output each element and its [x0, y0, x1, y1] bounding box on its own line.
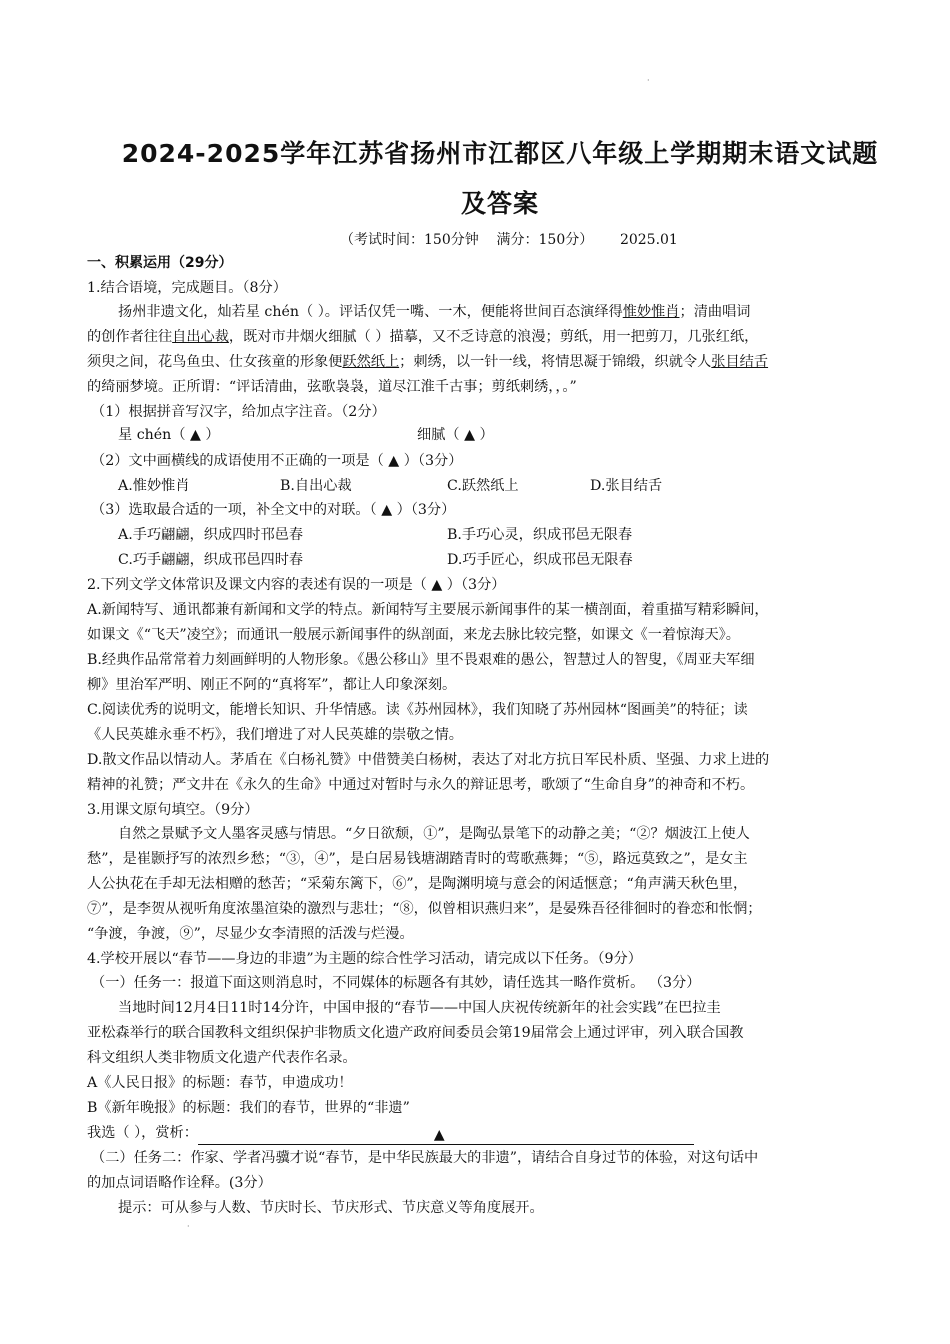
underlined-idiom: 惟妙惟肖 [622, 304, 680, 320]
q2-option-d-cont: 精神的礼赞；严文井在《永久的生命》中通过对暂时与永久的辩证思考，歌颂了“生命自身”的神奇和不朽。 [87, 777, 755, 793]
q1-sub2-option-c: C.跃然纸上 [447, 478, 519, 494]
text: ；清曲唱词 [679, 304, 751, 320]
section-heading: 一、积累运用（29分） [87, 255, 233, 271]
q3-text-line: “争渡，争渡，⑨”，尽显少女李清照的活泼与烂漫。 [87, 926, 414, 942]
q2-option-c-cont: 《人民英雄永垂不朽》，我们增进了对人民英雄的崇敬之情。 [87, 727, 463, 743]
q1-sub2-option-d: D.张目结舌 [590, 478, 663, 494]
q2-option-d: D.散文作品以情动人。茅盾在《白杨礼赞》中借赞美白杨树，表达了对北方抗日军民朴质、坚强、力求上进的 [87, 752, 770, 768]
text: 的创作者往往 [87, 329, 173, 345]
q2-stem: 2.下列文学文体常识及课文内容的表述有误的一项是（ ▲ ）（3分） [87, 577, 506, 593]
q1-sub3: （3）选取最合适的一项，补全文中的对联。（ ▲ ）（3分） [91, 502, 456, 518]
q1-sub1-answer-b: 细腻（ ▲ ） [417, 427, 494, 443]
q4-headline-b: B《新年晚报》的标题：我们的春节，世界的“非遗” [87, 1100, 410, 1116]
text: 扬州非遗文化，灿若星 chén（ ）。评话仅凭一嘴、一木，便能将世间百态演绎得 [118, 304, 623, 320]
q1-sub3-option-c: C.巧手翩翩，织成邗邑四时春 [118, 552, 304, 568]
q4-headline-a: A《人民日报》的标题：春节，申遗成功！ [87, 1075, 353, 1091]
q1-sub2-option-b: B.自出心裁 [280, 478, 352, 494]
scan-dot: · [187, 1222, 190, 1231]
q2-option-a-cont: 如课文《“飞天”凌空》；而通讯一般展示新闻事件的纵剖面，来龙去脉比较完整，如课文《一着惊海天》。 [87, 627, 740, 643]
q4-news-line: 当地时间12月4日11时14分许，中国申报的“春节——中国人庆祝传统新年的社会实践”在巴拉圭 [118, 1000, 721, 1016]
answer-triangle-icon: ▲ [433, 1127, 445, 1143]
q1-sub3-option-a: A.手巧翩翩，织成四时邗邑春 [118, 527, 304, 543]
q4-hint: 提示：可从参与人数、节庆时长、节庆形式、节庆意义等角度展开。 [118, 1200, 544, 1216]
q2-option-b-cont: 柳》里治军严明、刚正不阿的“真将军”，都让人印象深刻。 [87, 677, 457, 693]
q3-text-line: 人公执花在手却无法相赠的愁苦；“采菊东篱下，⑥”，是陶渊明境与意会的闲适惬意；“角声满天秋色里， [87, 876, 748, 892]
q3-text-line: ⑦”，是李贺从视听角度浓墨渲染的激烈与悲壮；“⑧，似曾相识燕归来”，是晏殊吾径徘徊时的眷恋和怅惘； [87, 901, 762, 917]
q2-option-a: A.新闻特写、通讯都兼有新闻和文学的特点。新闻特写主要展示新闻事件的某一横剖面，着重描写精彩瞬间， [87, 602, 769, 618]
q1-paragraph-line [87, 350, 867, 374]
q3-stem: 3.用课文原句填空。（9分） [87, 802, 259, 818]
scan-dot: · [647, 76, 650, 85]
exam-title: 2024-2025学年江苏省扬州市江都区八年级上学期期末语文试题 [121, 139, 879, 168]
underlined-idiom: 跃然纸上 [342, 354, 400, 370]
q4-task2-cont: 的加点词语略作诠释。(3分） [87, 1175, 272, 1191]
q3-text-line: 自然之景赋予文人墨客灵感与情思。“夕日欲颓，①”，是陶弘景笔下的动静之美；“②？烟波江上使人 [118, 826, 750, 842]
text: ；刺绣，以一针一线，将情思凝于锦缎，织就令人 [399, 354, 712, 370]
text: ，既对市井烟火细腻（ ）描摹，又不乏诗意的浪漫；剪纸，用一把剪刀，几张红纸， [228, 329, 759, 345]
q1-sub2-option-a: A.惟妙惟肖 [118, 478, 190, 494]
q4-task1: （一）任务一：报道下面这则消息时，不同媒体的标题各有其妙，请任选其一略作赏析。 （3分） [91, 975, 701, 991]
q1-sub3-option-b: B.手巧心灵，织成邗邑无限春 [447, 527, 633, 543]
q1-paragraph-line [87, 325, 867, 349]
q2-option-b: B.经典作品常常着力刻画鲜明的人物形象。《愚公移山》里不畏艰难的愚公，智慧过人的智叟，《周亚夫军细 [87, 652, 755, 668]
text: 须臾之间，花鸟鱼虫、仕女孩童的形象便 [87, 354, 343, 370]
q1-sub1: （1）根据拼音写汉字，给加点字注音。（2分） [91, 404, 386, 420]
exam-meta: （考试时间：150分钟 满分：150分） 2025.01 [340, 232, 678, 248]
answer-blank[interactable] [198, 1126, 694, 1145]
exam-title-line2: 及答案 [460, 189, 539, 218]
q1-sub1-answer-a: 星 chén（ ▲ ） [118, 427, 220, 443]
q1-sub3-option-d: D.巧手匠心，织成邗邑无限春 [447, 552, 633, 568]
q4-task2: （二）任务二：作家、学者冯骥才说“春节，是中华民族最大的非遗”，请结合自身过节的体验，对这句话中 [91, 1150, 759, 1166]
underlined-idiom: 张目结舌 [711, 354, 769, 370]
q4-news-line: 科文组织人类非物质文化遗产代表作名录。 [87, 1050, 357, 1066]
q1-stem: 1.结合语境，完成题目。（8分） [87, 280, 287, 296]
q1-paragraph-line [118, 300, 868, 324]
q4-stem: 4.学校开展以“春节——身边的非遗”为主题的综合性学习活动，请完成以下任务。（9分） [87, 951, 642, 967]
q3-text-line: 愁”，是崔颢抒写的浓烈乡愁；“③，④”，是白居易钱塘湖踏青时的莺歌燕舞；“⑤，路远莫致之”，是女主 [87, 851, 748, 867]
choose-label: 我选（ ），赏析： [87, 1125, 198, 1141]
q2-option-c: C.阅读优秀的说明文，能增长知识、升华情感。读《苏州园林》，我们知晓了苏州园林“图画美”的特征；读 [87, 702, 748, 718]
underlined-idiom: 自出心裁 [172, 329, 229, 345]
q1-sub2: （2）文中画横线的成语使用不正确的一项是（ ▲ ）（3分） [91, 453, 463, 469]
q4-news-line: 亚松森举行的联合国教科文组织保护非物质文化遗产政府间委员会第19届常会上通过评审，列入联合国教 [87, 1025, 744, 1041]
q4-answer-line [87, 1121, 867, 1145]
q1-paragraph-line: 的绮丽梦境。正所谓：“评话清曲，弦歌袅袅，道尽江淮千古事；剪纸刺绣，，。” [87, 379, 577, 395]
